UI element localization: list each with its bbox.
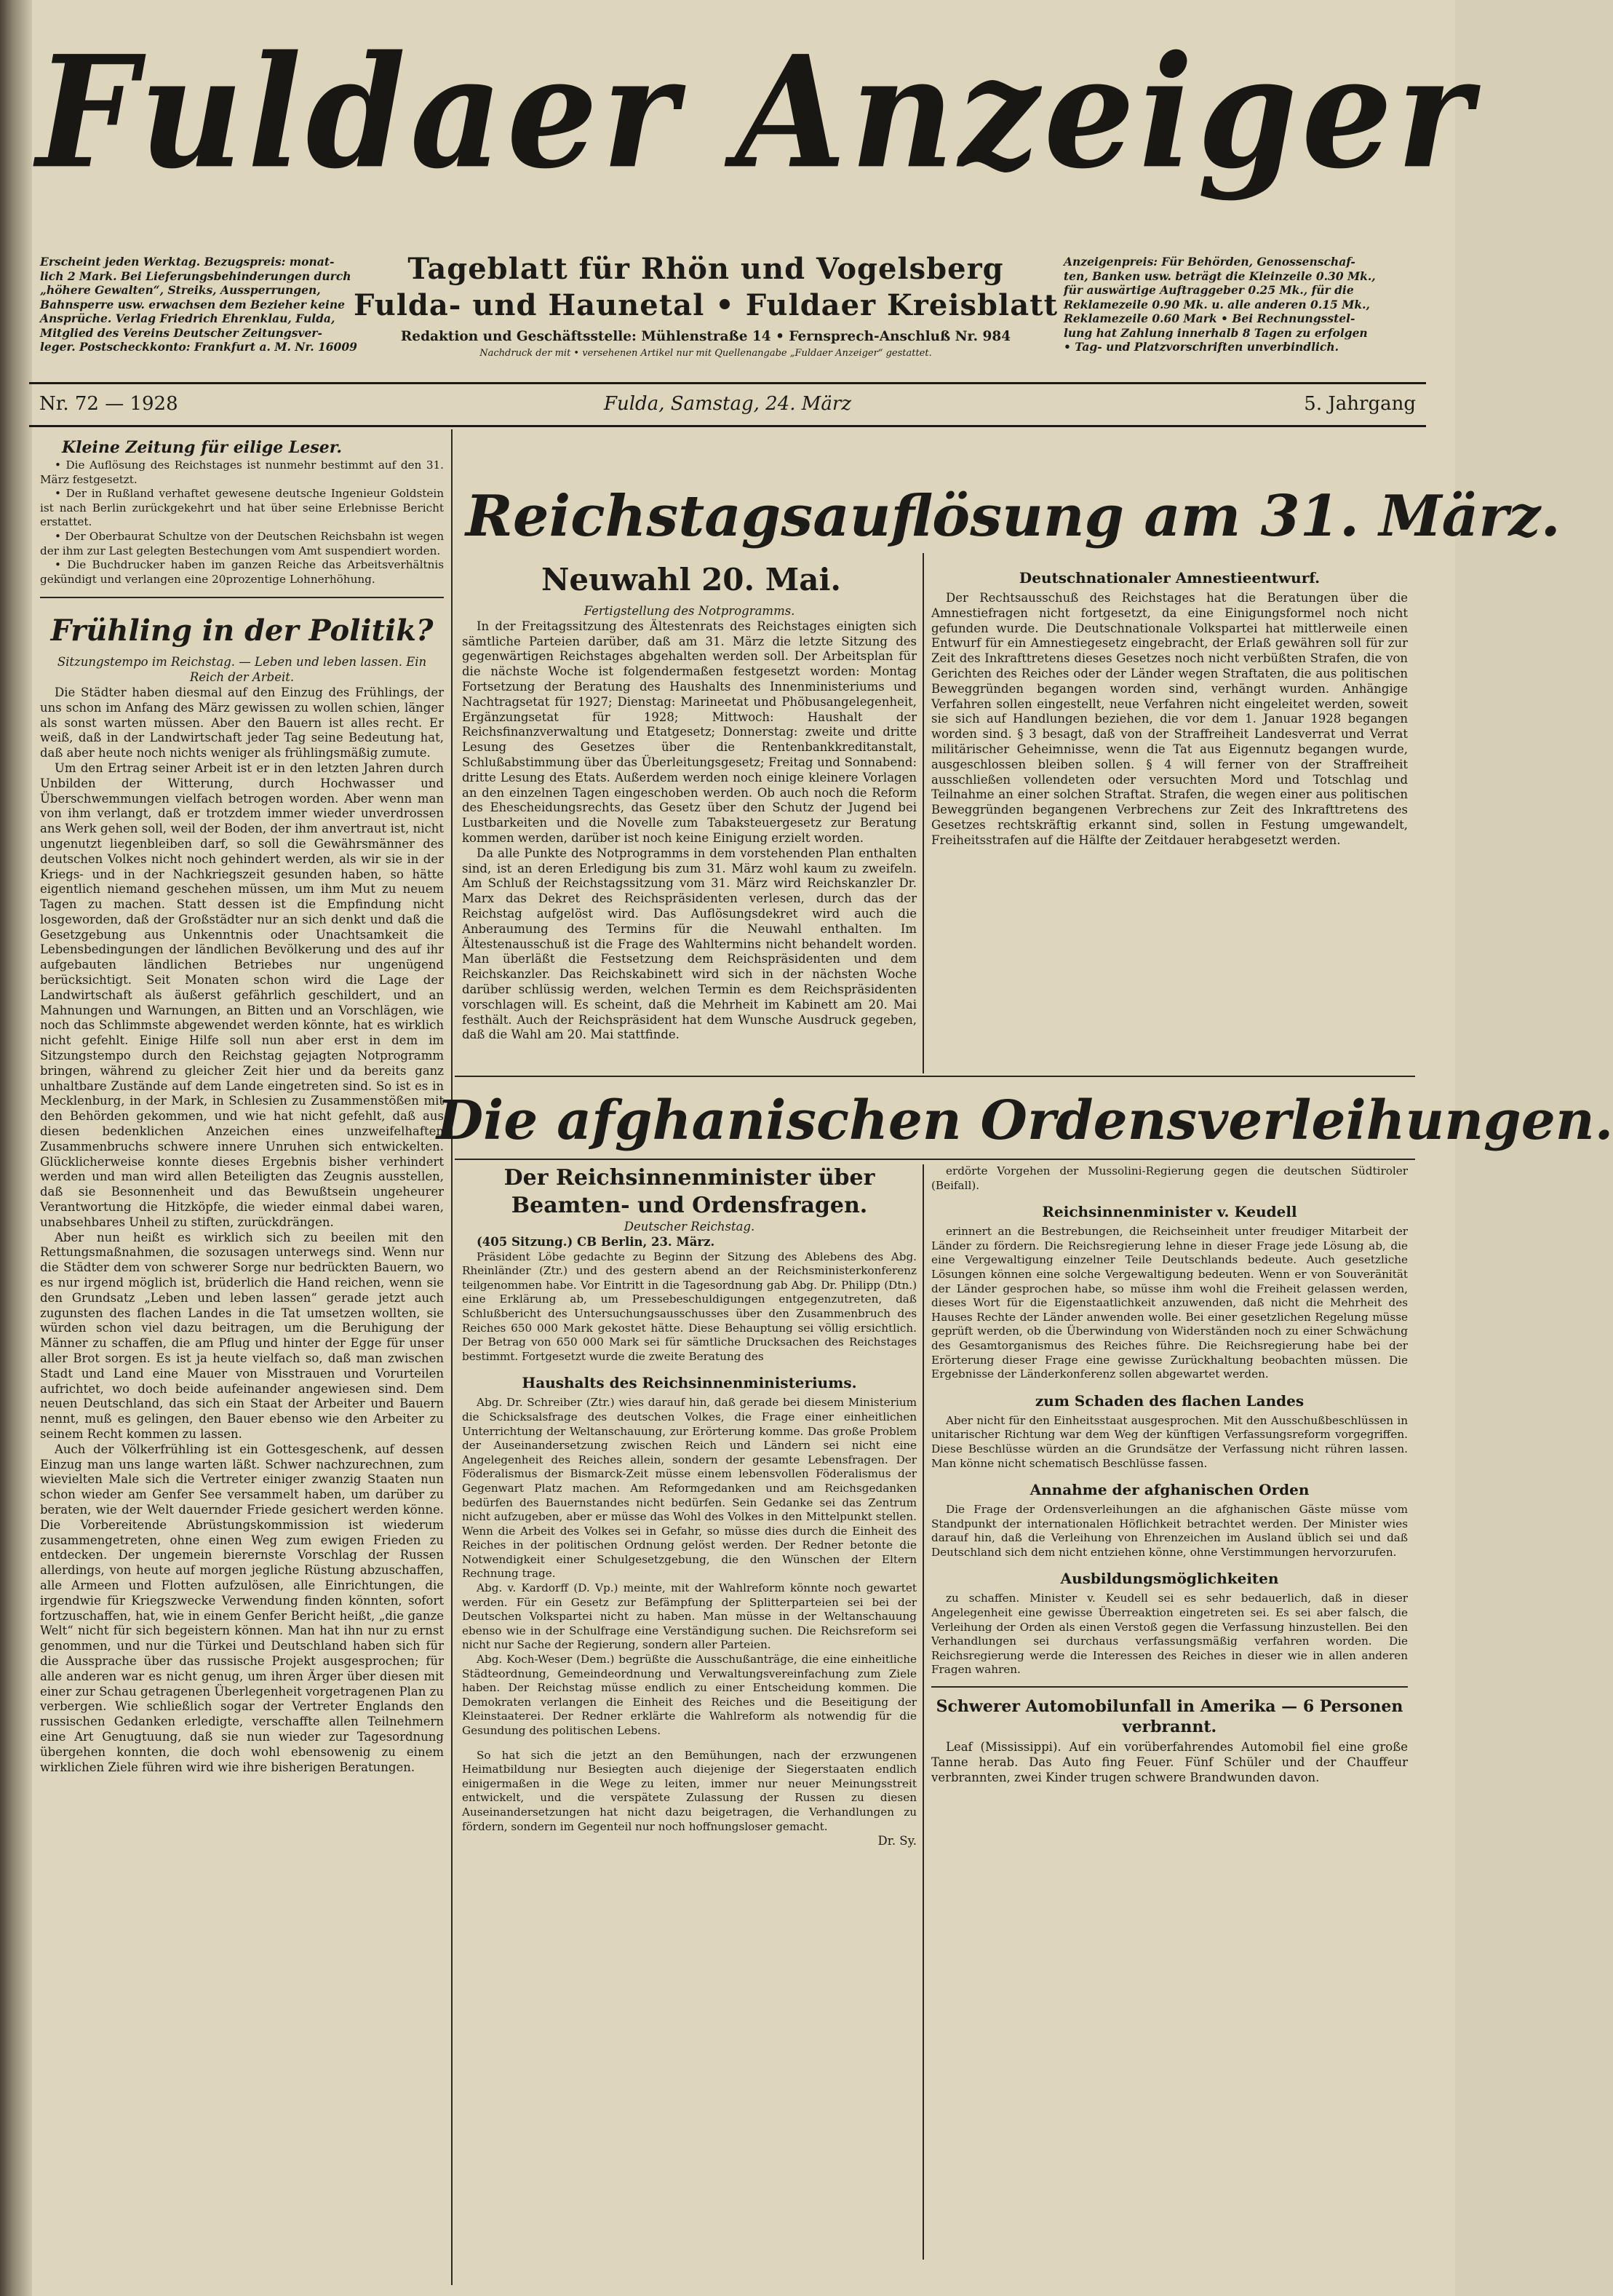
second-headline: Die afghanischen Ordensverleihungen. xyxy=(437,1089,1613,1152)
accident-text: Leaf (Mississippi). Auf ein vorüberfahrendes Automobil fiel eine große Tanne herab. Das Auto fing Feuer. Fünf Schüler und der Chauffeur verbrannten, zwei Kinder trugen schwere Brandwunden davon. xyxy=(931,1740,1408,1784)
closing-paragraph: So hat sich die jetzt an den Bemühungen, nach der erzwungenen Heimatbildung nur Besiegten auch diejenige der Siegerstaaten endlich einigermaßen in die Wege zu leiten, immer nur neuer Meinungsstreit entwickelt, und die verspätete Zulassung der Russen zu diesen Auseinandersetzungen hat nicht dazu beigetragen, die Verhandlungen zu fördern, sondern im Gegenteil nur noch hoffnungsloser gemacht. xyxy=(462,1748,917,1833)
notice-line: Erscheint jeden Werktag. Bezugspreis: monat- xyxy=(40,255,335,269)
article-paragraph: erinnert an die Bestrebungen, die Reichseinheit unter freudiger Mitarbeit der Länder zu fördern. Die Reichsregierung lehne in dieser Frage jede Lösung ab, die eine Vergewaltigung einzelner Teile Deutschlands bedeute. Auch gesetzliche Lösungen können eine solche Vergewaltigung bedeuten. Wenn er von Souveränität der Länder gesprochen habe, so müsse ihm wohl die Freiheit gelassen werden, dieses Wort für die Eigenstaatlichkeit anzuwenden, daß nicht die Mehrheit des Hauses Rechte der Länder anwenden wolle. Bei einer gesetzlichen Regelung müsse geprüft werden, ob die Überwindung von Widerständen noch zu einer Schwächung des Gesamtorganismus des Reiches führe. Die Reichsregierung habe bei der Erörterung dieser Frage eine gewisse Zurückhaltung beobachten müssen. Die Ergebnisse der Länderkonferenz sollen abgewartet werden. xyxy=(931,1225,1408,1381)
subscription-notice xyxy=(40,255,357,354)
section-midhead: zum Schaden des flachen Landes xyxy=(1035,1391,1305,1410)
section-midhead: Haushalts des Reichsinnenministeriums. xyxy=(522,1374,857,1392)
article-paragraph: Präsident Löbe gedachte zu Beginn der Sitzung des Ablebens des Abg. Rheinländer (Ztr.) und des gestern abend an der Reichsministerkonferenz teilgenommen habe. Vor Eintritt in die Tagesordnung gab Abg. Dr. Philipp (Dtn.) eine Erklärung ab, um Pressebeschuldigungen entgegenzutreten, daß Schlußbericht des Untersuchungsausschusses über den Zusammenbruch des Reiches 650 000 Mark gekostet hätte. Diese Behauptung sei völlig ersichtlich. Der Betrag von 650 000 Mark sei für sämtliche Drucksachen des Reichstages bestimmt. Fortgesetzt wurde die zweite Beratung des xyxy=(462,1250,917,1363)
subtitle-line-1: Tageblatt für Rhön und Vogelsberg xyxy=(407,252,1004,286)
column-divider xyxy=(923,1164,924,2260)
lead-article-column-2 xyxy=(931,559,1408,1072)
column-divider xyxy=(451,429,453,2285)
article-paragraph: Abg. v. Kardorff (D. Vp.) meinte, mit der Wahlreform könnte noch gewartet werden. Für ein Gesetz zur Befämpfung der Splitterparteien sei bei der Deutschen Volkspartei nicht zu haben. Man müsse in der Weltanschauung ebenso wie in der Schulfrage eine Verständigung suchen. Die Reichsreform sei nicht nur Sache der Regierung, sondern aller Parteien. xyxy=(462,1581,917,1652)
session-meta: (405 Sitzung.) CB Berlin, 23. März. xyxy=(477,1234,715,1249)
lead-article-column-1 xyxy=(462,604,917,1073)
issue-number: Nr. 72 — 1928 xyxy=(39,393,178,415)
article-paragraph: Der Rechtsausschuß des Reichstages hat die Beratungen über die Amnestiefragen nicht fortgesetzt, da eine Einigungsformel noch nicht gefunden wurde. Die Deutschnationale Volkspartei hat mittlerweile einen Entwurf für ein Amnestiegesetz eingebracht, der Erlaß gewähren soll für zur Zeit des Inkrafttretens dieses Gesetzes noch nicht verbüßten Strafen, die von Gerichten des Reiches oder der Länder wegen Straftaten, die aus politischen Beweggründen begangen worden sind, verhängt wurden. Anhängige Verfahren sollen eingestellt, neue Verfahren nicht eingeleitet werden, soweit sie sich auf Handlungen beziehen, die vor dem 1. Januar 1928 begangen worden sind. § 3 besagt, daß von der Straffreiheit Landesverrat und Verrat militärischer Geheimnisse, wenn die Tat aus Eigennutz begangen wurde, ausgeschlossen bleiben sollen. § 4 will ferner von der Straffreiheit ausschließen vollendeten oder versuchten Mord und Totschlag und Teilnahme an einer solchen Straftat. Strafen, die wegen einer aus politischen Beweggründen begangenen Verbrechens zur Zeit des Inkrafttretens des Gesetzes rechtskräftig erkannt sind, sollen in Festung umgewandelt, Freiheitsstrafen auf die Hälfte der Zeitdauer herabgesetzt werden. xyxy=(931,591,1408,847)
amnesty-headline: Deutschnationaler Amnestieentwurf. xyxy=(1019,569,1321,587)
section-midhead: Ausbildungsmöglichkeiten xyxy=(1060,1570,1279,1588)
section-divider xyxy=(931,1686,1408,1688)
section-divider xyxy=(40,597,444,598)
notice-line: lich 2 Mark. Bei Lieferungsbehinderungen durch xyxy=(40,269,351,283)
article-paragraph: zu schaffen. Minister v. Keudell sei es sehr bedauerlich, daß in dieser Angelegenheit eine gewisse Überreaktion eingetreten sei. Es sei aber falsch, die Verleihung der Orden als einen Verstoß gegen die Verfassung hinzustellen. Bei den Verhandlungen sei durchaus verfassungsmäßig verfahren worden. Die Reichsregierung werde die Interessen des Reiches in dieser wie in allen anderen Fragen wahren. xyxy=(931,1592,1408,1677)
article-paragraph: Die Städter haben diesmal auf den Einzug des Frühlings, der uns schon im Anfang des März gewissen zu wollen schien, länger als sonst warten müssen. Aber den Bauern ist alles recht. Er weiß, daß in der Landwirtschaft jeder Tag seine Bedeutung hat, daß aber heute noch nichts weniger als frühlingsmäßig zumute. xyxy=(40,685,444,760)
dateline-bar xyxy=(29,382,1426,427)
rate-line: Reklamezeile 0.60 Mark • Bei Rechnungsstel- xyxy=(1064,311,1355,325)
article-paragraph: In der Freitagssitzung des Ältestenrats des Reichstages einigten sich sämtliche Parteien darüber, daß am 31. März die letzte Sitzung des gegenwärtigen Reichstages abgehalten werden soll. Der Arbeitsplan für die nächste Woche ist folgendermaßen festgesetzt worden: Montag Fortsetzung der Beratung des Haushalts des Innenministeriums und Nachtragsetat für 1927; Dienstag: Marineetat und Phöbusangelegenheit, Ergänzungsetat für 1928; Mittwoch: Haushalt der Reichsfinanzverwaltung und Etatgesetz; Donnerstag: zweite und dritte Lesung des Gesetzes über die Rentenbankkreditanstalt, Schlußabstimmung über das Überleitungsgesetz; Freitag und Sonnabend: dritte Lesung des Etats. Außerdem werden noch einige kleinere Vorlagen an den einzelnen Tagen eingeschoben werden. Ob auch noch die Reform des Ehescheidungsrechts, das Gesetz über den Schutz der Jugend bei Lustbarkeiten und die Novelle zum Tabaksteuergesetz zur Beratung kommen werden, darüber ist noch keine Einigung erzielt worden. xyxy=(462,619,917,845)
section-divider xyxy=(455,1159,1415,1160)
news-brief-title: Kleine Zeitung für eilige Leser. xyxy=(62,438,342,457)
second-article-column-2 xyxy=(931,1164,1408,2260)
notice-line: „höhere Gewalten“, Streiks, Aussperrungen, xyxy=(40,283,321,297)
subtitle-line-2: Fulda- und Haunetal • Fuldaer Kreisblatt xyxy=(353,288,1059,322)
article-paragraph: erdörte Vorgehen der Mussolini-Regierung gegen die deutschen Südtiroler (Beifall). xyxy=(931,1164,1408,1192)
binding-spine xyxy=(0,0,32,2296)
news-brief: • Der Oberbaurat Schultze von der Deutschen Reichsbahn ist wegen der ihm zur Last gelegten Bestechungen vom Amt suspendiert worden. xyxy=(40,529,444,557)
masthead-subtitle xyxy=(349,251,1062,360)
lead-headline: Reichstagsauflösung am 31. März. xyxy=(466,483,1561,549)
left-column xyxy=(40,437,444,2285)
article-paragraph: Abg. Koch-Weser (Dem.) begrüßte die Ausschußanträge, die eine einheitliche Städteordnung, Gemeindeordnung und Verwaltungsvereinfachung zum Ziele haben. Der Reichstag müsse endlich zu einer Entscheidung kommen. Die Demokraten verlangen die Einheit des Reiches und die Beseitigung der Kleinstaaterei. Der Redner erklärte die Wahlreform als notwendig für die Gesundung des politischen Lebens. xyxy=(462,1653,917,1737)
section-midhead: Annahme der afghanischen Orden xyxy=(1029,1481,1310,1499)
editorial-address: Redaktion und Geschäftsstelle: Mühlenstraße 14 • Fernsprech-Anschluß Nr. 984 xyxy=(400,329,1011,344)
column-divider xyxy=(923,553,924,1073)
notice-line: Bahnsperre usw. erwachsen dem Bezieher keine xyxy=(40,297,345,311)
news-brief: • Die Buchdrucker haben im ganzen Reiche das Arbeitsverhältnis gekündigt und verlangen eine 20prozentige Lohnerhöhung. xyxy=(40,558,444,586)
rate-line: • Tag- und Platzvorschriften unverbindlich. xyxy=(1064,340,1339,354)
rate-line: Reklamezeile 0.90 Mk. u. alle anderen 0.15 Mk., xyxy=(1064,297,1370,311)
article-paragraph: Auch der Völkerfrühling ist ein Gottesgeschenk, auf dessen Einzug man uns lange warten läßt. Schwer nachzurechnen, zum wievielten Male sich die Vertreter einiger zwanzig Staaten nun schon wieder am Genfer See versammelt haben, um darüber zu beraten, wie der Welt dauernder Friede gesichert werden könne. Die Vorbereitende Abrüstungskommission ist wiederum zusammengetreten, ohne einen Weg zum ewigen Frieden zu entdecken. Der ungemein bierernste Vorschlag der Russen allerdings, von heute auf morgen jegliche Rüstung abzuschaffen, alle Armeen und Flotten aufzulösen, alle Einrichtungen, die irgendwie für Kriegszwecke Verwendung finden könnten, sofort fortzuschaffen, hat, wie in einem Genfer Bericht heißt, „die ganze Welt“ nicht für sich begeistern können. Man hat ihn nur zu ernst genommen, und nur die Türkei und Deutschland haben sich für die Aussprache über das russische Projekt ausgesprochen; für alle anderen war es nicht genug, um ihren Ärger über diesen mit einer zur Schau getragenen Überlegenheit vorgetragenen Plan zu verbergen. Wie schließlich sogar der Vertreter Englands den russischen Gedanken erledigte, verschaffte allen Teilnehmern eine Art Genugtuung, daß sie nun wieder zur Tagesordnung übergehen konnten, die doch wohl ebensowenig zu einem wirklichen Ziele führen wird wie ihre bisherigen Beratungen. xyxy=(40,1442,444,1774)
article-paragraph: Die Frage der Ordensverleihungen an die afghanischen Gäste müsse vom Standpunkt der internationalen Höflichkeit betrachtet werden. Der Minister wies darauf hin, daß die Verleihung von Ehrenzeichen im Ausland üblich sei und daß Deutschland sich dem nicht entziehen könne, ohne Verstimmungen hervorzurufen. xyxy=(931,1503,1408,1559)
volume-year: 5. Jahrgang xyxy=(1304,393,1416,415)
author-signature: Dr. Sy. xyxy=(877,1834,917,1848)
article-paragraph: Da alle Punkte des Notprogramms in dem vorstehenden Plan enthalten sind, ist an deren Erledigung bis zum 31. März wohl kaum zu zweifeln. Am Schluß der Reichstagssitzung vom 31. März wird Reichskanzler Dr. Marx das Dekret des Reichspräsidenten verlesen, durch das der Reichstag aufgelöst wird. Das Auflösungsdekret wird auch die Anberaumung des Termins für die Neuwahl enthalten. Im Ältestenausschuß ist die Frage des Wahltermins nicht behandelt worden. Man überläßt die Festsetzung dem Reichspräsidenten und dem Reichskanzler. Das Reichskabinett wird sich in der nächsten Woche darüber schlüssig werden, welchen Termin es dem Reichspräsidenten vorschlagen will. Es scheint, daß die Mehrheit im Kabinett am 20. Mai festhält. Auch der Reichspräsident hat dem Wunsche Ausdruck gegeben, daß die Wahl am 20. Mai stattfinde. xyxy=(462,846,917,1042)
lead-subheadline: Neuwahl 20. Mai. xyxy=(541,562,842,597)
news-brief: • Der in Rußland verhaftet gewesene deutsche Ingenieur Goldstein ist nach Berlin zurückgekehrt und hat über seine Erlebnisse Bericht erstattet. xyxy=(40,487,444,529)
rate-line: Anzeigenpreis: Für Behörden, Genossenschaf- xyxy=(1064,255,1355,269)
news-brief: • Die Auflösung des Reichstages ist nunmehr bestimmt auf den 31. März festgesetzt. xyxy=(40,458,444,486)
notice-line: Ansprüche. Verlag Friedrich Ehrenklau, Fulda, xyxy=(40,311,335,325)
section-divider xyxy=(455,1076,1415,1077)
lead-dek: Fertigstellung des Notprogramms. xyxy=(584,604,795,618)
article-paragraph: Aber nicht für den Einheitsstaat ausgesprochen. Mit den Ausschußbeschlüssen in unitarischer Richtung war dem Weg der künftigen Verfassungsreform vorgegriffen. Diese Beschlüsse würden an die Grundsätze der Verfassung nicht rühren lassen. Man könne nicht schematisch Beschlüsse fassen. xyxy=(931,1413,1408,1470)
issue-date: Fulda, Samstag, 24. März xyxy=(603,393,852,415)
rate-line: lung hat Zahlung innerhalb 8 Tagen zu erfolgen xyxy=(1064,325,1368,340)
accident-headline: Schwerer Automobilunfall in Amerika — 6 Personen verbrannt. xyxy=(936,1697,1403,1737)
article-paragraph: Aber nun heißt es wirklich sich zu beeilen mit den Rettungsmaßnahmen, die sozusagen unterwegs sind. Wenn nur die Städter dem von schwerer Sorge nur bedrückten Bauern, wo es nur irgend möglich ist, brüderlich die Hand reichen, wenn sie den Grundsatz „Leben und leben lassen“ gerade jetzt auch zugunsten des flachen Landes in die Tat umsetzen wollten, sie würden schon viel dazu beitragen, um die Beruhigung der Männer zu schaffen, die am Pflug und hinter der Egge für unser aller Brot sorgen. Es ist ja heute vielfach so, daß man zwischen Stadt und Land eine Mauer von Misstrauen und Vorurteilen aufrichtet, wo doch beide aufeinander angewiesen sind. Dem neuen Deutschland, das sich ein Staat der Arbeiter und Bauern nennt, muß es gelingen, den Bauer ebenso wie den Arbeiter zu seinem Recht kommen zu lassen. xyxy=(40,1230,444,1441)
notice-line: Mitglied des Vereins Deutscher Zeitungsver- xyxy=(40,325,322,340)
newspaper-title: Fuldaer Anzeiger xyxy=(36,22,1476,204)
second-article-column-1 xyxy=(462,1164,917,2260)
advertising-rates xyxy=(1064,255,1413,354)
article-paragraph: Um den Ertrag seiner Arbeit ist er in den letzten Jahren durch Unbilden der Witterung, durch Hochwasser und Überschwemmungen vielfach betrogen worden. Aber wenn man von ihm verlangt, daß er trotzdem immer wieder unverdrossen ans Werk gehen soll, weil der Boden, der ihm anvertraut ist, nicht ungenutzt liegenbleiben darf, so soll die Gewährsmänner des deutschen Volkes nicht noch gehindert werden, als wir sie in der Kriegs- und in der Nachkriegszeit gesunden haben, so hätte eigentlich niemand geschehen müssen, um ihm Mut zu neuem Tagen zu machen. Statt dessen ist die Empfindung nicht losgeworden, daß der Großstädter nur an sich denkt und daß die Gesetzgebung aus Unkenntnis oder Unachtsamkeit die Lebensbedingungen der ländlichen Bevölkerung und des auf ihr aufgebauten ländlichen Betriebes nur ungenügend berücksichtigt. Seit Monaten schon wird die Lage der Landwirtschaft als äußerst gefährlich geschildert, und an Mahnungen und Warnungen, an Bitten und an Vorschlägen, wie noch das Schlimmste abgewendet werden könnte, hat es wirklich nicht gefehlt. Einige Hilfe soll nun aber erst in dem im Sitzungstempo durch den Reichstag gejagten Notprogramm bringen, während zu gleicher Zeit hier und da bereits ganz unhaltbare Zustände auf dem Lande eingetreten sind. So ist es in Mecklenburg, in der Mark, in Schlesien zu Zusammenstößen mit den Behörden gekommen, und wie hat nicht gefehlt, daß aus diesen bedenklichen Anzeichen eines unzweifelhaften Zusammenbruchs schwere innere Unruhen sich entwickelten. Glücklicherweise konnte dieses Ergebnis bisher verhindert werden und man wird allen Beteiligten das Zeugnis ausstellen, daß sie Besonnenheit und das Bewußtsein ungeheurer Verantwortung die Hitzköpfe, die wieder einmal dabei waren, unabsehbares Unheil zu stiften, zurückdrängen. xyxy=(40,760,444,1229)
article-headline: Frühling in der Politik? xyxy=(50,613,434,648)
reprint-notice: Nachdruck der mit • versehenen Artikel nur mit Quellenangabe „Fuldaer Anzeiger“ gestattet. xyxy=(479,348,932,359)
rate-line: ten, Banken usw. beträgt die Kleinzeile 0.30 Mk., xyxy=(1064,269,1376,283)
article-paragraph: Abg. Dr. Schreiber (Ztr.) wies darauf hin, daß gerade bei diesem Ministerium die Schicksalsfrage des deutschen Volkes, die Frage einer einheitlichen Unterrichtung der Weltanschauung, zur Erörterung komme. Das große Problem der Auseinandersetzung zwischen Reich und Ländern sei nicht eine Angelegenheit des Reiches allein, sondern der gesamte Lebensfragen. Der Föderalismus der Bismarck-Zeit müsse einem lebensvollen Föderalismus der Gegenwart Platz machen. Am Reformgedanken und am Reichsgedanken bedürfen des Bauernstandes nicht bedürfen. Sein Gedanke sei das Zentrum nicht aufzugeben, aber er müsse das Wohl des Volkes in den Mittelpunkt stellen. Wenn die Arbeit des Volkes sei in Gefahr, so müsse dies durch die Einheit des Reiches in der politischen Ordnung gelöst werden. Der Redner betonte die Notwendigkeit einer Schulgesetzgebung, die den Wünschen der Eltern Rechnung trage. xyxy=(462,1396,917,1581)
article-subhead: Sitzungstempo im Reichstag. — Leben und leben lassen. Ein Reich der Arbeit. xyxy=(57,655,427,685)
notice-line: leger. Postscheckkonto: Frankfurt a. M. Nr. 16009 xyxy=(40,340,357,354)
column-subhead: Deutscher Reichstag. xyxy=(624,1220,755,1234)
minister-head: Reichsinnenminister v. Keudell xyxy=(1042,1203,1297,1221)
column-headline: Der Reichsinnenminister über Beamten- und Ordensfragen. xyxy=(503,1165,875,1218)
rate-line: für auswärtige Auftraggeber 0.25 Mk., für die xyxy=(1064,283,1354,297)
